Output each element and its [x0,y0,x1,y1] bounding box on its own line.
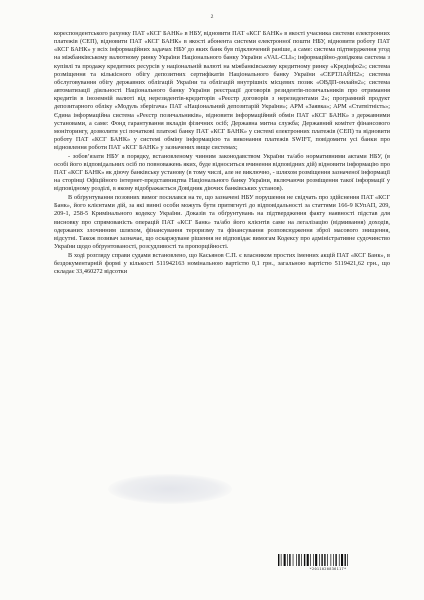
barcode-bar [287,554,288,566]
barcode-bar [335,554,336,566]
barcode-bar [293,554,294,566]
barcode-bar [298,554,299,566]
paragraph-court-findings: В ході розгляду справи судами встановлено, що Касьянов С.П. є власником простих іменних акцій ПАТ «КСГ Банк», в бездокументарній формі у кількості 511942163 номінальною вартістю 0,1 грн., загальною вартістю 5119421,62 грн., що складає 33,460272 відсотки [54,251,390,276]
barcode-bar [304,554,305,566]
barcode-bar [313,554,314,566]
barcode [278,554,378,571]
barcode-bar [289,554,290,566]
paragraph-claim-grounds: В обґрунтування позовних вимог посилався на те, що зазначені НБУ порушення не свідчать про здійснення ПАТ «КСГ Банк», його клієнтами дій, за які винні особи можуть бути притягнуті до відповідальності за статтями 166-9 КУпАП, 209, 209-1, 258-5 Кримінального кодексу України. Доказів та обґрунтувань на підтвердження факту наявності підстав для висновку про спрямованість операцій ПАТ «КСГ Банк» та/або його клієнтів саме на легалізацію (відмивання) доходів, одержаних злочинним шляхом, фінансування тероризму та фінансування розповсюдження зброї масового знищення, відсутні. Також позивач зазначає, що оскаржуване рішення не відповідає вимогам Кодексу про адміністративне судочинство України щодо обґрунтованості, розсудливості та пропорційності. [54,194,390,251]
barcode-bar [347,554,348,566]
barcode-bar [307,554,309,566]
barcode-bar [315,554,317,566]
barcode-bar [345,554,346,566]
barcode-bar [341,554,343,566]
barcode-bar [296,554,297,566]
barcode-number: *2011020836117* [309,567,347,571]
barcode-bar [281,554,282,566]
barcode-bar [278,554,279,566]
barcode-bar [310,554,311,566]
paragraph-nbu-obligation: - зобов’язати НБУ в порядку, встановленому чинним законодавством України та/або нормативними актами НБУ, (в особі його відповідальних осіб по повноважень яких, буде відноситься вчинення відповідних дій) відновити інформацію про ПАТ «КСГ БАНК» як діючу банківську установу (в тому числі, але не виключно, - шляхом розміщення зазначеної інформації на сторінці Офіційного інтернет-представництва Національного банку України, включаючи розміщення такої інформації у відповідному розділі, в якому відображається Довідник діючих банківських установ). [54,152,390,193]
barcode-bar [331,554,332,566]
barcode-bar [319,554,320,566]
barcode-bar [301,554,302,566]
barcode-bar [324,554,325,566]
barcode-bar [333,554,334,566]
paragraph-systems-restoration: кореспондентського рахунку ПАТ «КСГ БАНК» в НБУ, відновити ПАТ «КСГ БАНК» в якості учасника системи електронних платежів (СЕП), відновити ПАТ «КСГ БАНК» в якості абонента системи електронної пошти НБУ, відновити роботу ПАТ «КСГ БАНК» у всіх інформаційних задачах НБУ до яких банк був підключений раніше, а саме: система підтвердження угод на міжбанківському валютному ринку України Національного банку України «VAL-CLI»; інформаційно-довідкова система з купівлі та продажу кредитних ресурсів у національній валюті на міжбанківському кредитному ринку «Кредінфо2»; система розміщення та кількісного обігу депозитних сертифікатів Національного банку України «СЕРТЛАЙН2»; система обслуговування обігу державних облігацій України та облігацій внутрішніх місцевих позик «ОВДП-онлайн2»; система автоматизації діяльності Національного банку України реєстрації договорів резидентів-позичальників про отримання кредитів в іноземній валюті від нерезидентів-кредиторів «Реєстр договорів з нерезидентами 2»; програмний продукт депозитарного обліку «Модуль зберігача» ПАТ «Національний депозитарій України»; АРМ «Заявка»; АРМ «Статвітність»; Єдина інформаційна система «Реєстр позичальників», відновити інформаційний обмін ПАТ «КСГ БАНК» з державними установами, а саме: Фонд гарантування вкладів фізичних осіб; Державна митна служба; Державний комітет фінансового моніторингу, дозволити усі початкові платежі банку ПАТ «КСГ БАНК» у системі електронних платежів (СЕП) та відновити роботу ПАТ «КСГ БАНК» у системі обміну інформацією та виконання платежів SWIFT, повідомити усі банки про відновлення роботи ПАТ «КСГ БАНК» у зазначених вище системах; [54,30,390,152]
barcode-bar [321,554,322,566]
barcode-graphic [278,554,378,566]
document-body [54,30,390,276]
barcode-bar [327,554,328,566]
barcode-bar [284,554,286,566]
faint-stamp-mark [108,474,232,504]
page-number: 2 [210,14,214,20]
barcode-bar [339,554,340,566]
